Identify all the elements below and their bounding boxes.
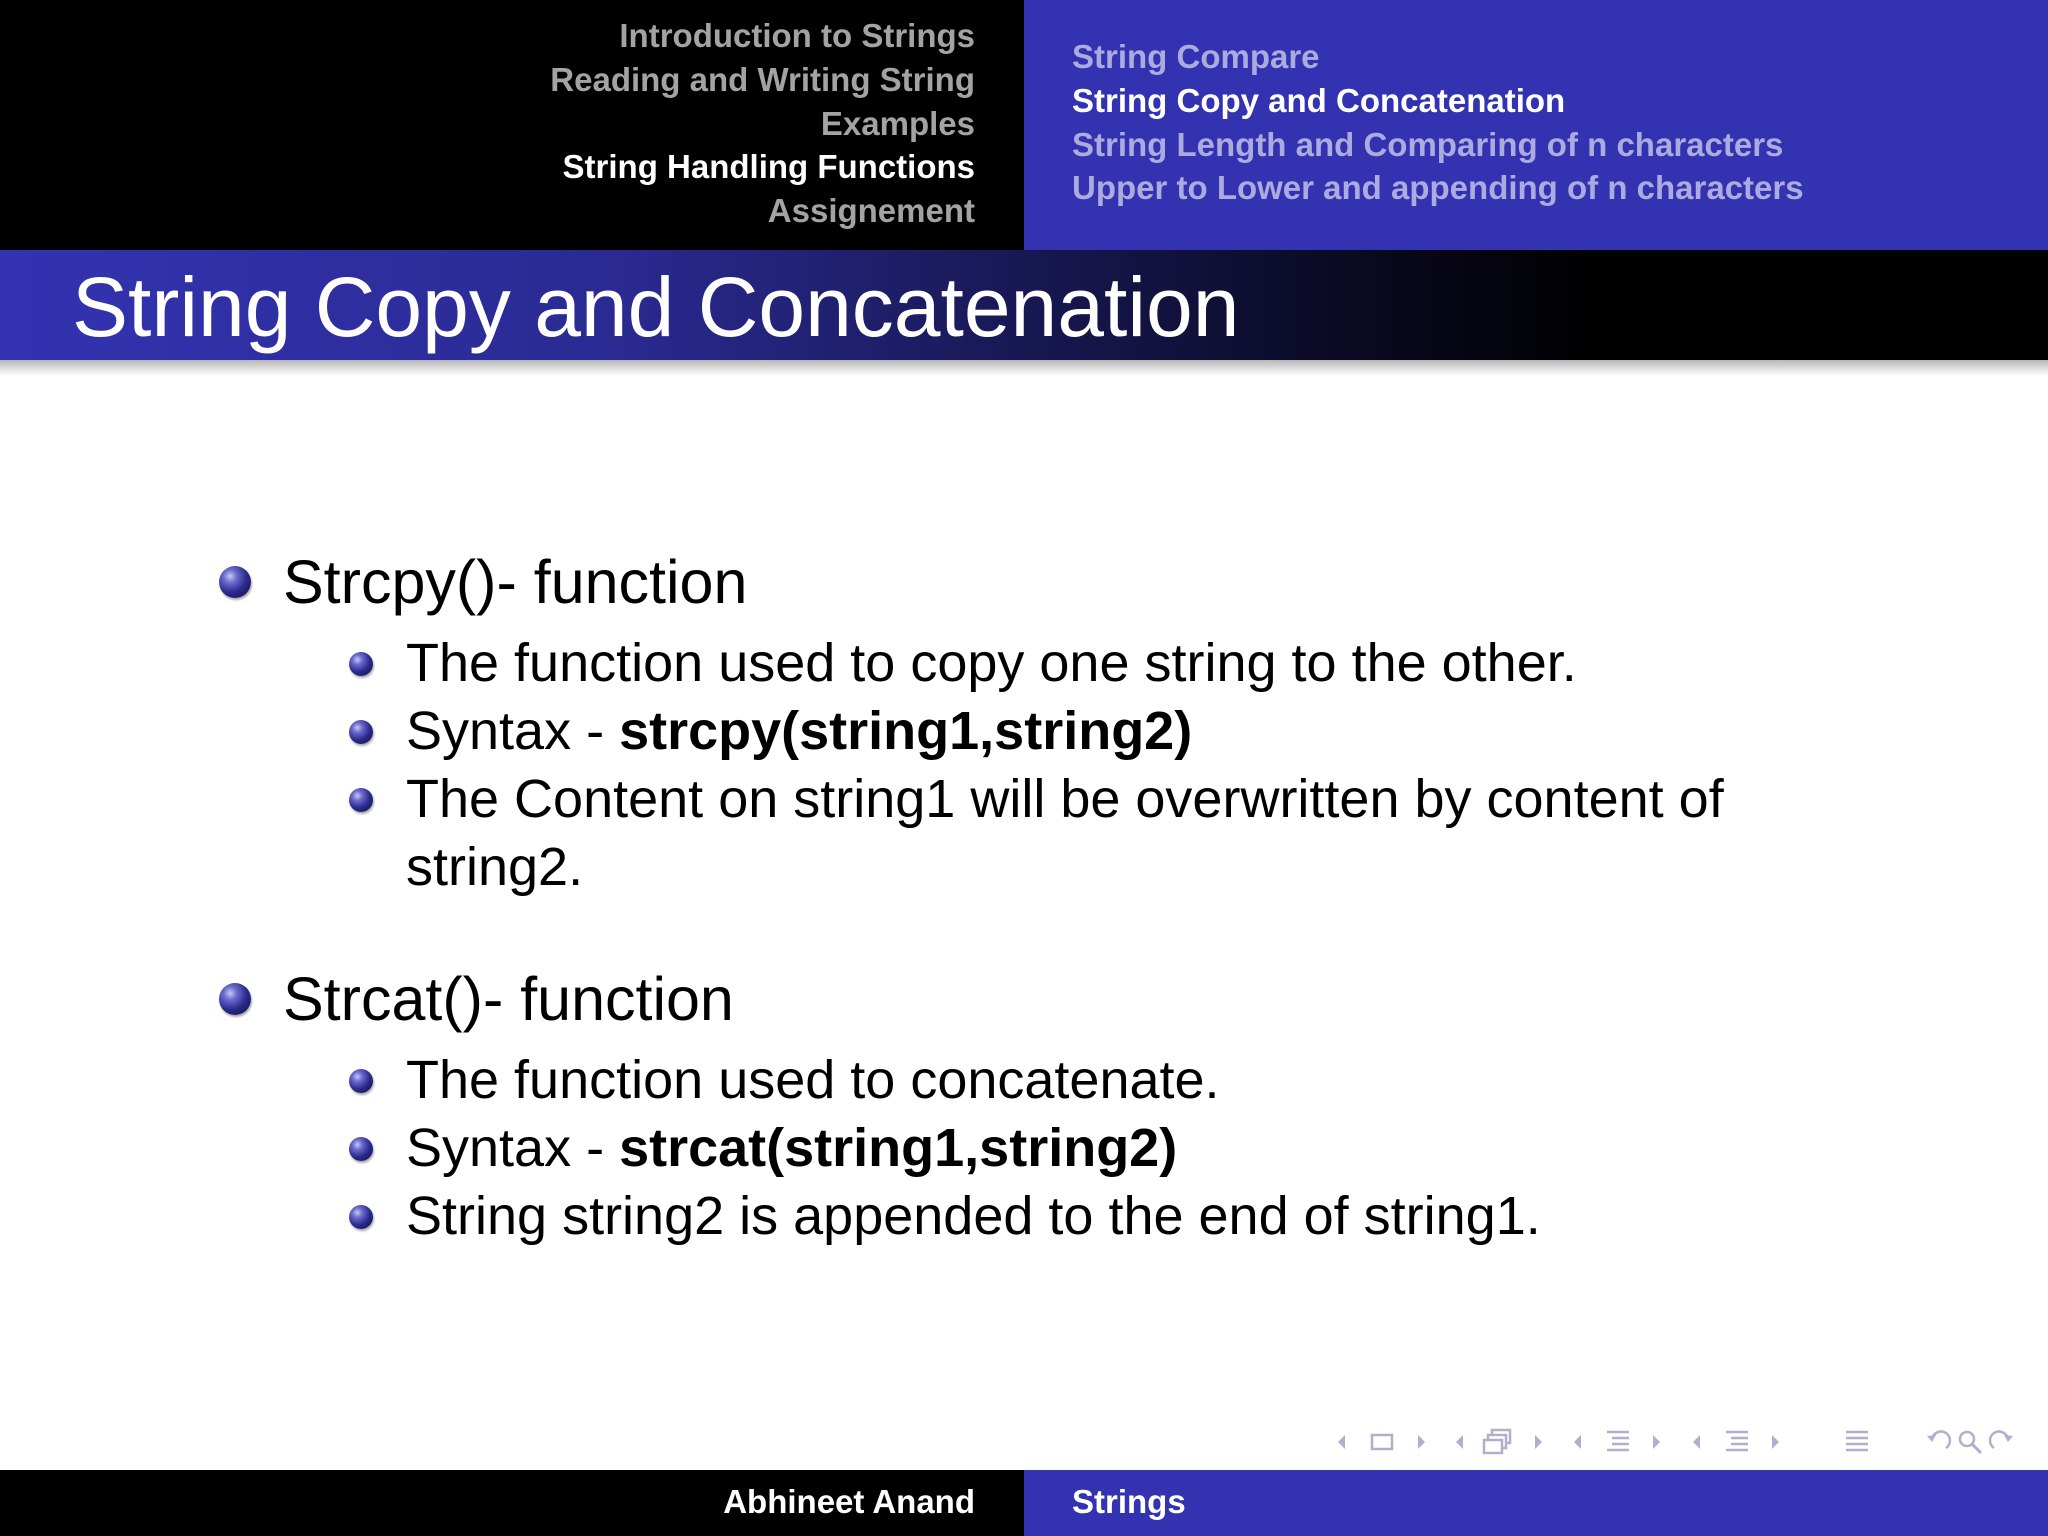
subsection-link-copy-concatenation[interactable]: String Copy and Concatenation <box>1072 81 1566 119</box>
section-link-introduction[interactable]: Introduction to Strings <box>619 17 975 54</box>
section-link-assignement[interactable]: Assignement <box>767 192 975 230</box>
subitem-strcpy-syntax <box>406 697 1826 765</box>
subsection-forward-icon[interactable] <box>1531 1422 1545 1458</box>
section-back-icon[interactable] <box>1571 1422 1585 1458</box>
bullet-ball-icon <box>219 983 251 1015</box>
bullet-ball-icon <box>219 566 251 598</box>
section-forward-icon[interactable] <box>1649 1422 1663 1458</box>
bullet-ball-icon <box>349 652 373 676</box>
syntax-code: strcat(string1,string2) <box>619 1118 1178 1178</box>
syntax-code: strcpy(string1,string2) <box>619 701 1193 761</box>
subsection-link-upper-lower[interactable]: Upper to Lower and appending of n characters <box>1072 169 1804 207</box>
footer-author: Abhineet Anand <box>723 1483 975 1520</box>
subitem-strcpy-description: The function used to copy one string to the other. <box>406 633 1577 693</box>
subsection-nav-panel <box>1024 0 2048 250</box>
title-shadow <box>0 360 2048 376</box>
subsection-link-string-compare[interactable]: String Compare <box>1072 38 1320 75</box>
section-link-examples[interactable]: Examples <box>820 104 975 142</box>
subsection-list <box>1072 35 1804 210</box>
subsubsection-icon[interactable] <box>1723 1422 1751 1458</box>
subsection-link-length-comparing[interactable]: String Length and Comparing of n characters <box>1072 125 1784 163</box>
subitem-strcpy-overwrite: The Content on string1 will be overwritten by content of string2. <box>406 769 1724 897</box>
footer-title: Strings <box>1072 1483 1186 1520</box>
footer-title-panel <box>1024 1470 2048 1536</box>
syntax-prefix: Syntax - <box>406 1118 620 1178</box>
frame-icon[interactable] <box>1370 1422 1396 1458</box>
frame-back-icon[interactable] <box>1335 1422 1349 1458</box>
search-icon[interactable] <box>1956 1422 1984 1458</box>
subsubsection-back-icon[interactable] <box>1690 1422 1704 1458</box>
bullet-ball-icon <box>349 788 373 812</box>
section-icon[interactable] <box>1604 1422 1632 1458</box>
subitem-strcat-append: String string2 is appended to the end of string1. <box>406 1186 1541 1246</box>
section-nav-panel <box>0 0 1024 250</box>
frame-title-bar <box>0 250 2048 360</box>
subsubsection-forward-icon[interactable] <box>1768 1422 1782 1458</box>
footer-author-panel <box>0 1470 1024 1536</box>
frame-forward-icon[interactable] <box>1414 1422 1428 1458</box>
redo-icon[interactable] <box>1988 1422 2016 1458</box>
bullet-ball-icon <box>349 720 373 744</box>
frame-title: String Copy and Concatenation <box>72 260 1240 354</box>
section-link-string-handling[interactable]: String Handling Functions <box>562 148 975 186</box>
syntax-prefix: Syntax - <box>406 701 620 761</box>
bullet-ball-icon <box>349 1069 373 1093</box>
subitem-strcat-description: The function used to concatenate. <box>406 1050 1220 1110</box>
subitem-strcat-syntax <box>406 1114 1826 1182</box>
footer-bar <box>0 1470 2048 1536</box>
list-item-strcpy: Strcpy()- function <box>283 548 748 616</box>
section-link-reading-writing[interactable]: Reading and Writing String <box>550 60 975 98</box>
headline-bar <box>0 0 2048 250</box>
section-list <box>550 14 975 233</box>
subsection-icon[interactable] <box>1482 1422 1514 1458</box>
bullet-ball-icon <box>349 1137 373 1161</box>
subsection-back-icon[interactable] <box>1453 1422 1467 1458</box>
bullet-ball-icon <box>349 1205 373 1229</box>
undo-icon[interactable] <box>1924 1422 1952 1458</box>
document-icon[interactable] <box>1843 1422 1871 1458</box>
list-item-strcat: Strcat()- function <box>283 965 734 1033</box>
